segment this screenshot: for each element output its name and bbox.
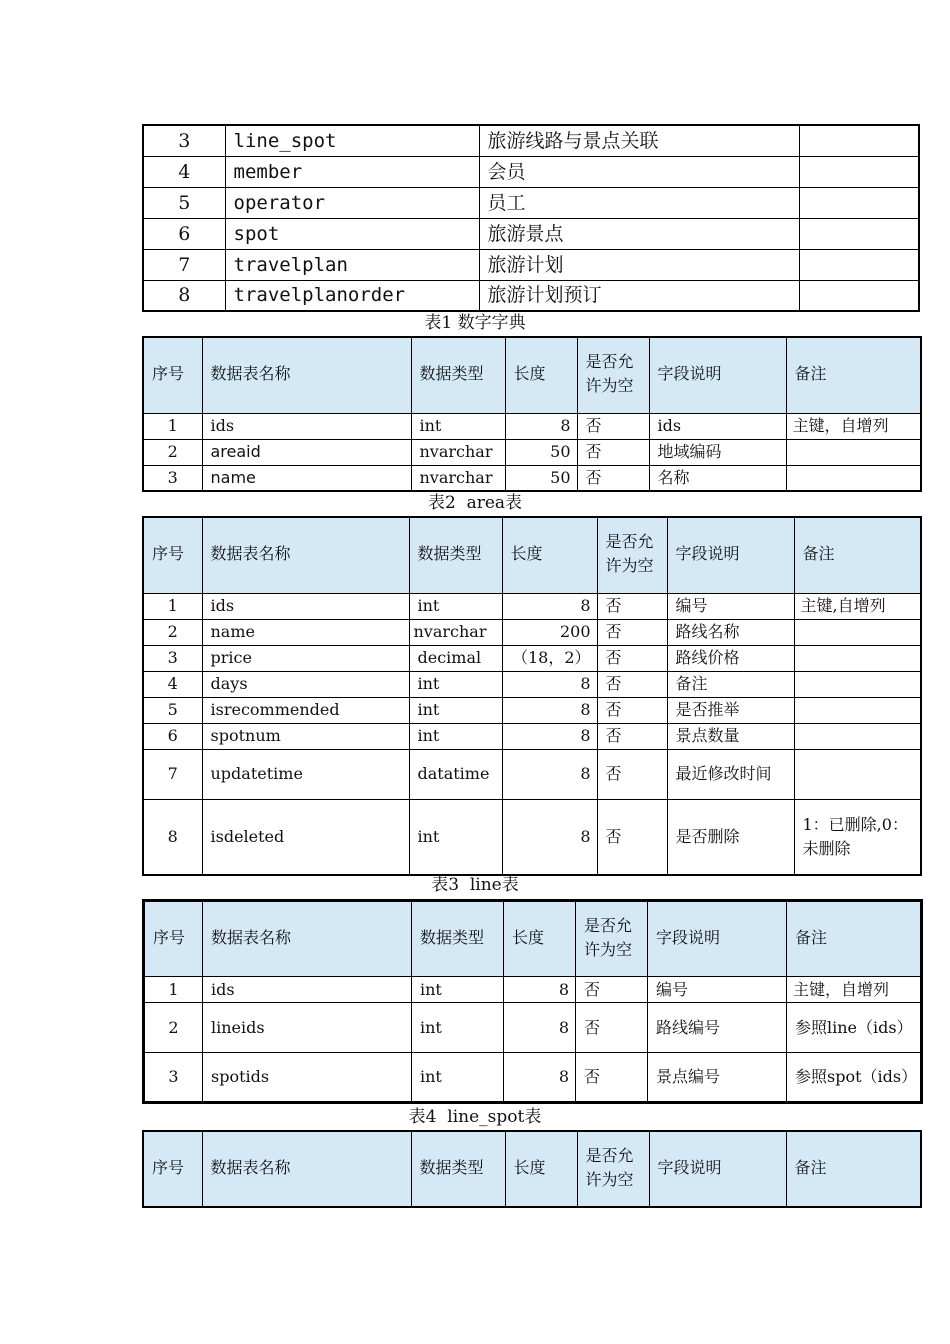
field-length: 8: [502, 799, 597, 875]
table-description: 旅游计划: [479, 249, 799, 280]
field-name: ids: [203, 977, 412, 1003]
field-name: name: [202, 619, 409, 645]
header-desc: 字段说明: [649, 1131, 786, 1207]
field-desc: 最近修改时间: [667, 749, 794, 799]
field-note: [794, 645, 921, 671]
table-row: [143, 280, 919, 311]
table-description: 旅游景点: [479, 218, 799, 249]
table-row: [143, 697, 921, 723]
table-name: travelplanorder: [225, 280, 479, 311]
row-number: 3: [144, 1053, 203, 1103]
table-row: [143, 749, 921, 799]
header-row: [143, 517, 921, 593]
table-description: 旅游线路与景点关联: [479, 125, 799, 156]
field-nullable: 否: [576, 1003, 648, 1053]
field-nullable: 否: [577, 465, 649, 491]
field-name: isdeleted: [202, 799, 409, 875]
field-nullable: 否: [597, 799, 667, 875]
table-row: [143, 465, 921, 491]
table-row: [143, 619, 921, 645]
header-no: 序号: [143, 517, 202, 593]
data-dictionary-table: [142, 124, 920, 312]
header-name: 数据表名称: [202, 1131, 411, 1207]
row-number: 4: [143, 156, 225, 187]
row-number: 2: [143, 439, 202, 465]
table-row: [143, 218, 919, 249]
line-spot-table: [142, 899, 923, 1104]
field-length: 200: [502, 619, 597, 645]
field-nullable: 否: [597, 671, 667, 697]
field-nullable: 否: [597, 723, 667, 749]
header-note: 备注: [786, 1131, 921, 1207]
row-number: 6: [143, 723, 202, 749]
field-name: spotnum: [202, 723, 409, 749]
field-desc: 景点编号: [648, 1053, 787, 1103]
field-desc: ids: [649, 413, 786, 439]
field-name: updatetime: [202, 749, 409, 799]
table-description: 旅游计划预订: [479, 280, 799, 311]
table-name: travelplan: [225, 249, 479, 280]
table-note: [799, 125, 919, 156]
table-caption: 表1 数字字典: [424, 313, 526, 333]
field-length: 8: [505, 413, 577, 439]
field-nullable: 否: [577, 439, 649, 465]
row-number: 1: [144, 977, 203, 1003]
header-row: [144, 901, 922, 977]
field-type: int: [409, 723, 502, 749]
field-desc: 是否删除: [667, 799, 794, 875]
header-no: 序号: [144, 901, 203, 977]
field-note: 参照line（ids）: [787, 1003, 922, 1053]
table-row: [143, 645, 921, 671]
field-type: int: [409, 671, 502, 697]
field-type: nvarchar: [411, 465, 505, 491]
field-length: 8: [502, 593, 597, 619]
field-type: datatime: [409, 749, 502, 799]
header-desc: 字段说明: [649, 337, 786, 413]
row-number: 7: [143, 749, 202, 799]
header-name: 数据表名称: [202, 517, 409, 593]
header-no: 序号: [143, 1131, 202, 1207]
field-type: int: [412, 1053, 504, 1103]
table-caption: 表3 line表: [431, 875, 519, 895]
header-desc: 字段说明: [667, 517, 794, 593]
header-no: 序号: [143, 337, 202, 413]
field-nullable: 否: [597, 749, 667, 799]
field-name: spotids: [203, 1053, 412, 1103]
table-row: [143, 723, 921, 749]
table-row: [143, 125, 919, 156]
field-note: 参照spot（ids）: [787, 1053, 922, 1103]
row-number: 1: [143, 593, 202, 619]
field-nullable: 否: [597, 593, 667, 619]
field-desc: 路线编号: [648, 1003, 787, 1053]
row-number: 6: [143, 218, 225, 249]
field-type: int: [409, 697, 502, 723]
field-length: 8: [502, 671, 597, 697]
header-desc: 字段说明: [648, 901, 787, 977]
row-number: 4: [143, 671, 202, 697]
header-type: 数据类型: [411, 1131, 505, 1207]
field-note: [786, 439, 921, 465]
table-caption: 表4 line_spot表: [408, 1107, 542, 1127]
field-desc: 备注: [667, 671, 794, 697]
table-description: 会员: [479, 156, 799, 187]
field-nullable: 否: [597, 697, 667, 723]
row-number: 3: [143, 645, 202, 671]
field-note: 1：已删除,0：未删除: [794, 799, 921, 875]
field-desc: 名称: [649, 465, 786, 491]
field-type: int: [409, 593, 502, 619]
table-row: [143, 187, 919, 218]
field-length: 50: [505, 439, 577, 465]
row-number: 7: [143, 249, 225, 280]
field-type: int: [411, 413, 505, 439]
field-desc: 景点数量: [667, 723, 794, 749]
field-name: lineids: [203, 1003, 412, 1053]
field-nullable: 否: [576, 1053, 648, 1103]
table-row: [144, 1053, 922, 1103]
field-nullable: 否: [597, 619, 667, 645]
table-name: operator: [225, 187, 479, 218]
table-note: [799, 218, 919, 249]
row-number: 8: [143, 280, 225, 311]
header-type: 数据类型: [412, 901, 504, 977]
table-name: spot: [225, 218, 479, 249]
field-name: areaid: [202, 439, 411, 465]
field-desc: 编号: [667, 593, 794, 619]
header-name: 数据表名称: [203, 901, 412, 977]
header-note: 备注: [786, 337, 921, 413]
next-table-header: [142, 1130, 922, 1208]
table-row: [143, 249, 919, 280]
field-note: [794, 697, 921, 723]
field-name: days: [202, 671, 409, 697]
header-note: 备注: [794, 517, 921, 593]
row-number: 2: [143, 619, 202, 645]
field-desc: 地域编码: [649, 439, 786, 465]
field-length: （18，2）: [502, 645, 597, 671]
field-nullable: 否: [577, 413, 649, 439]
header-type: 数据类型: [409, 517, 502, 593]
table-name: line_spot: [225, 125, 479, 156]
field-name: price: [202, 645, 409, 671]
field-note: [794, 619, 921, 645]
field-type: decimal: [409, 645, 502, 671]
header-name: 数据表名称: [202, 337, 411, 413]
field-note: 主键,自增列: [794, 593, 921, 619]
field-length: 8: [504, 1003, 576, 1053]
field-length: 8: [502, 697, 597, 723]
field-nullable: 否: [576, 977, 648, 1003]
field-length: 8: [502, 749, 597, 799]
header-length: 长度: [505, 1131, 577, 1207]
field-note: [794, 723, 921, 749]
field-note: 主键，自增列: [787, 977, 922, 1003]
header-nullable: 是否允许为空: [576, 901, 648, 977]
table-row: [143, 671, 921, 697]
header-length: 长度: [505, 337, 577, 413]
line-table: [142, 516, 922, 876]
header-length: 长度: [504, 901, 576, 977]
header-nullable: 是否允许为空: [577, 1131, 649, 1207]
field-type: int: [409, 799, 502, 875]
table-row: [143, 413, 921, 439]
field-name: isrecommended: [202, 697, 409, 723]
field-type: int: [412, 1003, 504, 1053]
field-note: [794, 671, 921, 697]
row-number: 3: [143, 465, 202, 491]
table-row: [144, 1003, 922, 1053]
table-description: 员工: [479, 187, 799, 218]
table-note: [799, 249, 919, 280]
table-row: [143, 156, 919, 187]
header-row: [143, 337, 921, 413]
header-nullable: 是否允许为空: [597, 517, 667, 593]
header-note: 备注: [787, 901, 922, 977]
row-number: 5: [143, 187, 225, 218]
field-length: 8: [504, 1053, 576, 1103]
field-length: 8: [504, 977, 576, 1003]
table-row: [144, 977, 922, 1003]
field-note: [794, 749, 921, 799]
field-type: nvarchar: [409, 619, 502, 645]
row-number: 2: [144, 1003, 203, 1053]
field-desc: 路线名称: [667, 619, 794, 645]
field-type: int: [412, 977, 504, 1003]
field-desc: 是否推举: [667, 697, 794, 723]
field-desc: 路线价格: [667, 645, 794, 671]
row-number: 3: [143, 125, 225, 156]
field-nullable: 否: [597, 645, 667, 671]
field-note: 主键，自增列: [786, 413, 921, 439]
header-row: [143, 1131, 921, 1207]
table-caption: 表2 area表: [427, 493, 523, 513]
field-type: nvarchar: [411, 439, 505, 465]
table-note: [799, 187, 919, 218]
field-length: 50: [505, 465, 577, 491]
field-name: ids: [202, 593, 409, 619]
header-nullable: 是否允许为空: [577, 337, 649, 413]
area-table: [142, 336, 922, 492]
field-desc: 编号: [648, 977, 787, 1003]
table-name: member: [225, 156, 479, 187]
table-row: [143, 799, 921, 875]
header-type: 数据类型: [411, 337, 505, 413]
table-note: [799, 280, 919, 311]
row-number: 8: [143, 799, 202, 875]
field-note: [786, 465, 921, 491]
field-name: name: [202, 465, 411, 491]
table-row: [143, 593, 921, 619]
table-row: [143, 439, 921, 465]
row-number: 5: [143, 697, 202, 723]
row-number: 1: [143, 413, 202, 439]
field-length: 8: [502, 723, 597, 749]
field-name: ids: [202, 413, 411, 439]
table-note: [799, 156, 919, 187]
header-length: 长度: [502, 517, 597, 593]
